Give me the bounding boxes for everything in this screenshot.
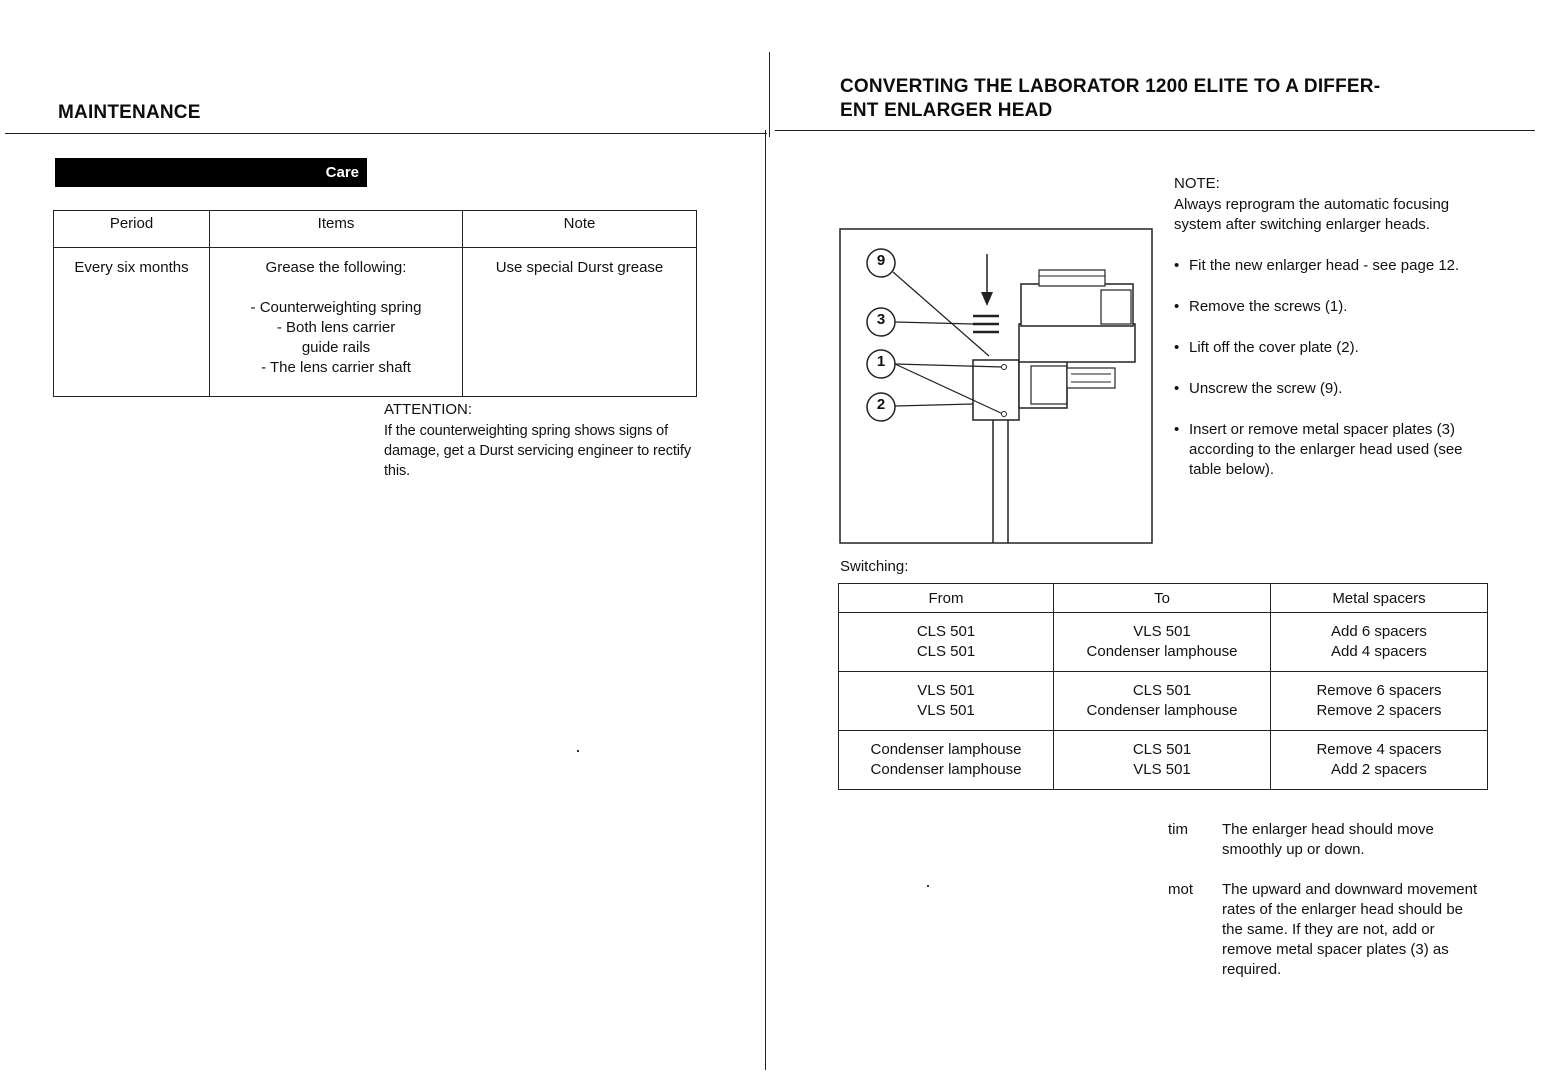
items-intro: Grease the following: — [265, 259, 407, 276]
cell-items — [210, 248, 463, 397]
list-item: • Fit the new enlarger head - see page 12. — [1174, 256, 1496, 276]
tip-marker-mot: mot — [1168, 881, 1194, 898]
callout-1: 1 — [876, 353, 886, 370]
list-item: • Remove the screws (1). — [1174, 297, 1496, 317]
scan-speck — [577, 750, 579, 752]
callout-9: 9 — [876, 252, 886, 269]
cell-line: Add 4 spacers — [1331, 643, 1427, 660]
cell-from — [839, 672, 1054, 731]
care-table — [53, 210, 697, 397]
tip-text-2: The upward and downward movement rates of the enlarger head should be the same. If they are not, add or remove metal spacer plates (3) as required. — [1222, 881, 1478, 978]
care-table-header — [54, 211, 697, 248]
page-title-maintenance: MAINTENANCE — [58, 102, 201, 123]
cell-line: Remove 4 spacers — [1316, 741, 1442, 758]
scan-speck — [927, 885, 929, 887]
enlarger-diagram — [839, 228, 1153, 544]
cell-line: VLS 501 — [917, 682, 975, 699]
cell-to — [1054, 613, 1271, 672]
attention-title: ATTENTION: — [384, 401, 473, 418]
callout-3: 3 — [876, 311, 886, 328]
callout-2: 2 — [876, 396, 886, 413]
list-item: - Both lens carrier — [276, 319, 396, 336]
table-row — [839, 613, 1488, 672]
tip-marker-tim: tim — [1168, 821, 1188, 838]
header-items: Items — [210, 211, 463, 248]
cell-spacers — [1271, 672, 1488, 731]
cell-period: Every six months — [54, 248, 210, 397]
care-table-row — [54, 248, 697, 397]
enlarger-diagram-drawing — [839, 228, 1153, 544]
page-divider — [769, 52, 770, 137]
items-list — [214, 298, 458, 378]
right-header-rule — [775, 130, 1535, 131]
cell-line: CLS 501 — [1132, 682, 1192, 699]
cell-line: Condenser lamphouse — [870, 761, 1022, 778]
cell-line: VLS 501 — [1133, 761, 1191, 778]
list-item: - Counterweighting spring — [250, 299, 422, 316]
cell-line: Condenser lamphouse — [1086, 643, 1238, 660]
list-item: guide rails — [301, 339, 371, 356]
cell-spacers — [1271, 613, 1488, 672]
header-period: Period — [54, 211, 210, 248]
steps-list — [1174, 256, 1496, 501]
page-title-converting-line1: CONVERTING THE LABORATOR 1200 ELITE TO A DIFFER- — [840, 76, 1381, 97]
cell-line: CLS 501 — [1132, 741, 1192, 758]
cell-line: VLS 501 — [917, 702, 975, 719]
cell-line: Remove 6 spacers — [1316, 682, 1442, 699]
cell-line: Condenser lamphouse — [1086, 702, 1238, 719]
switching-label: Switching: — [840, 558, 909, 575]
cell-to — [1054, 731, 1271, 790]
cell-from — [839, 731, 1054, 790]
switching-table — [838, 583, 1488, 790]
list-item: • Unscrew the screw (9). — [1174, 379, 1496, 399]
left-header-rule — [5, 133, 767, 134]
list-item: • Insert or remove metal spacer plates (3) according to the enlarger head used (see table below). — [1174, 420, 1496, 480]
list-item: - The lens carrier shaft — [261, 359, 411, 376]
tip-text-1: The enlarger head should move smoothly up or down. — [1222, 821, 1434, 858]
care-label: Care — [325, 164, 359, 181]
attention-text: If the counterweighting spring shows signs of damage, get a Durst servicing engineer to rectify this. — [384, 423, 692, 479]
cell-line: Add 6 spacers — [1331, 623, 1427, 640]
header-from: From — [839, 584, 1054, 613]
cell-line: Add 2 spacers — [1331, 761, 1427, 778]
header-metal-spacers: Metal spacers — [1271, 584, 1488, 613]
cell-line: Condenser lamphouse — [870, 741, 1022, 758]
page-title-converting-line2: ENT ENLARGER HEAD — [840, 100, 1053, 121]
cell-line: Remove 2 spacers — [1316, 702, 1442, 719]
note-text: Always reprogram the automatic focusing system after switching enlarger heads. — [1174, 196, 1450, 233]
header-to: To — [1054, 584, 1271, 613]
note-title: NOTE: — [1174, 175, 1220, 192]
switching-table-header — [839, 584, 1488, 613]
cell-from — [839, 613, 1054, 672]
table-row — [839, 672, 1488, 731]
cell-line: CLS 501 — [916, 623, 976, 640]
page-divider-lower — [765, 130, 766, 1070]
cell-line: VLS 501 — [1133, 623, 1191, 640]
care-section-bar — [55, 158, 367, 187]
table-row — [839, 731, 1488, 790]
header-note: Note — [463, 211, 697, 248]
cell-line: CLS 501 — [916, 643, 976, 660]
cell-to — [1054, 672, 1271, 731]
list-item: • Lift off the cover plate (2). — [1174, 338, 1496, 358]
cell-spacers — [1271, 731, 1488, 790]
cell-note: Use special Durst grease — [463, 248, 697, 397]
